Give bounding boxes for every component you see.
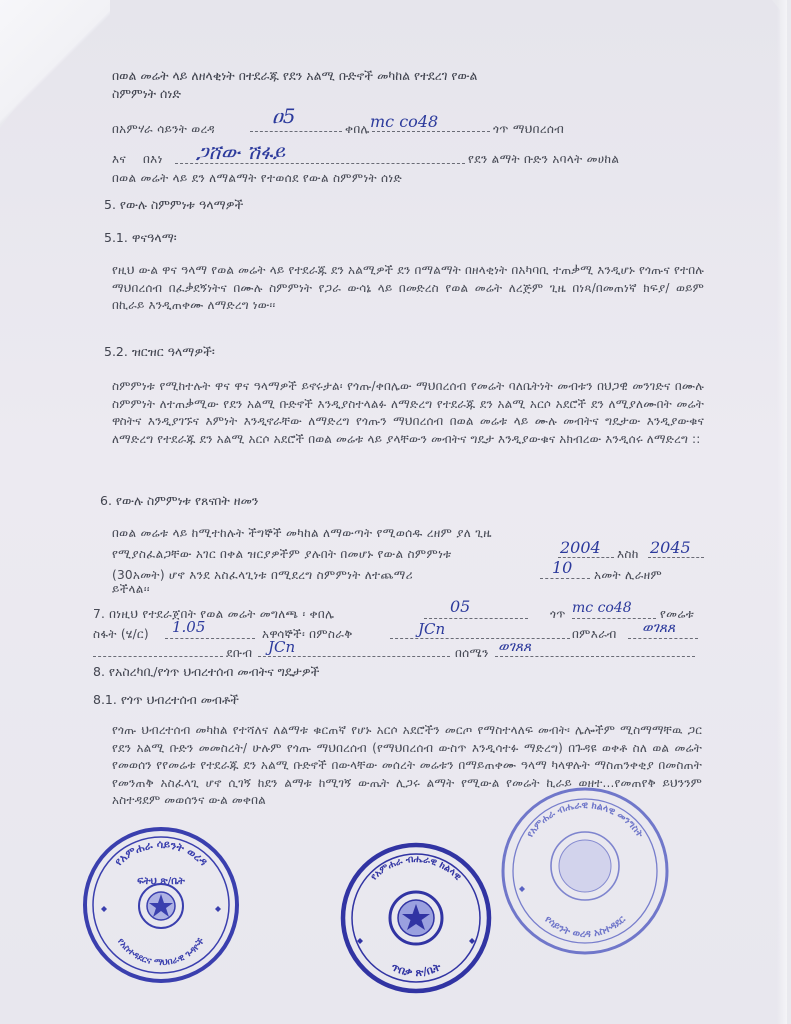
section-8-1-text: የጎጡ ህብረተሰብ መካከል የተሻለና ለልማቱ ቁርጠኛ የሆኑ አርሶ አደሮችን መርጦ የማስተላለፍ መብት፡ ሌሎችም ሚስማማቸዉ ጋር የደን አልሚ ቡድን መመስረት/ ሁሉም የጎጡ ማህበረሰብ (የማህበረሰብ ውስጥ እንዲሳተፉ ማድረግ) በጉዳዩ ወቀቶ ስለ ወል መሬት የመወሰን የየመሬቱ የተደራጁ ደን አልሚ ቡድኖች በውላቸው መሰረት መሬቱን በማይጠቀሙ ዓላማ ካላዋሉት ማስጠንቀቂያ በመስጠት የመንጠቅ አስፈላጊ ሆኖ ሲገኝ ከደን ልማቱ ከሚገኝ ውጤት ሊጋሩ ልማት የሚውል የመሬት ኪራይ ወዘተ...የመጠየቅ ይህንንም አስተዳደም መወሰንና ውል መቀበል [112,723,702,808]
until-label: እስከ [617,547,639,561]
s7-south-label: ደቡብ [226,646,253,660]
woreda-fill-line [250,131,342,132]
kebele-admin-stamp-graphic [500,786,670,956]
woreda-stamp-top-text: የአምሐራ ሳይንት ወረዳ [112,837,210,869]
section-5-2-heading: 5.2. ዝርዝር ዓላማዎች፡ [104,344,215,359]
s7-kebele-handwritten: 05 [450,597,471,616]
justice-office-stamp [340,842,492,994]
s7-south-lead-line [93,656,223,657]
s7-north-handwritten: ወገጸጸ [498,639,532,655]
s7-size-handwritten: 1.05 [172,618,206,636]
justice-office-stamp-graphic [340,842,492,994]
section-8-heading: 8. የአስረካቢ/የጎጥ ህብረተሰብ መብትና ግዴታዎች [93,664,320,679]
svg-text:የአምሐራ ብሔራዊ ክልላዊ መንግስት [525,800,646,840]
section-6-line-3: (30አመት) ሆኖ እንደ አስፈላጊነቱ በሚደረግ ስምምነት ለተጨማሪ [112,568,413,582]
between-label: በእነ [143,152,163,166]
s7-kebele-fill-line [424,618,528,619]
section-5-2-text: ስምምነቱ የሚከተሉት ዋና ዋና ዓላማዎች ይኖሩታል፡ የጎጡ/ቀበሌው ማህበረሰብ የመሬት ባለቤትነት መብቱን በህጋዊ መንገድና በሙሉ ስምምነት ለተጠቃሚው የደን አልሚ ቡድኖች እንዲያስተላልፉ ለማድረግ የተደራጁ ደን አልሚ አርሶ አደሮች ደን ለሚያለሙበት መሬት ዋስትና እንዲያገኙና እምነት እንዲኖራቸው ለማድረግ የጎጡን ማህበረሰብ በወል መሬቱ ላይ ሙሉ መብትና ግዴታው እንዲያውቁና ለማድረግ የተደራጁ ደን አልሚ አርሶ አደሮች በወል መሬቱ ላይ ያላቸውን መብትና ግዴታ እንዲያውቁና አክብረው እንዲሰሩ ለማድረግ :: [112,379,704,446]
group-members-label: የደን ልማት ቡድን አባላት መሀከል [468,152,620,166]
s7-east-handwritten: JCn [418,620,446,638]
s7-north-fill-line [495,656,695,657]
s7-got-handwritten: mc co48 [572,600,632,616]
until-year-handwritten: 2045 [650,538,691,557]
page-edge [777,0,787,1024]
until-fill-line [648,557,704,558]
svg-text:የአምሐራ ብሔራዊ ክልላዊ [369,854,464,883]
kebele-label: ቀበሌ [345,122,370,136]
woreda-office-stamp [82,826,240,984]
section-5-1-text: የዚህ ውል ዋና ዓላማ የወል መሬት ላይ የተደራጁ ደን አልሚዎች ደን በማልማት በዘላቂነት በአካባቢ ተጠቃሚ እንዲሆኑ የጎጡና የተበሉ ማህበረሰብ በፈቃደኝነትና በሙሉ ስምምነት የጋራ ውሳኔ ላይ በመድረስ የወል መሬት ለረጅም ጊዜ በነጻ/በመጠነኛ ክፍያ/ ወይም በኪራይ እንዲጠቀሙ ለማድረግ ነው፡፡ [112,263,704,313]
woreda-handwritten: ዐ5 [272,104,296,128]
s7-size-fill-line [165,638,255,639]
kebele-stamp-bottom-text: የሳይንት ወረዳ አስተዳደር [542,914,628,941]
section-8-1-heading: 8.1. የጎጥ ህብረተሰብ መብቶች [93,692,239,707]
from-year-handwritten: 2004 [560,538,601,557]
document-title: በወል መሬት ላይ ለዘላቂነት በተደራጁ የደን አልሚ ቡድኖች መካከል የተደረገ የውል [112,68,478,83]
years-fill-line [540,578,590,579]
section-6-line-3b: አመት ሊራዘም [594,568,663,582]
s7-south-fill-line [258,656,450,657]
s7-east-fill-line [390,638,570,639]
names-handwritten: ጋሸው ሽፋይ [196,140,285,164]
woreda-office-stamp-graphic [82,826,240,984]
woreda-stamp-bottom-text: የአስተዳደርና ማህበራዊ ጉዳዮች [115,936,207,969]
got-community-label: ጎጥ ማህበረሰብ [493,122,565,136]
kebele-stamp-top-text: የአምሐራ ብሔራዊ ክልላዊ መንግስት [524,799,646,840]
and-label: እና [112,152,127,166]
justice-stamp-top-text: የአምሐራ ብሔራዊ ክልላዊ [368,853,464,883]
kebele-handwritten: mc co48 [370,112,439,131]
section-5-heading: 5. የውሉ ስምምነቱ ዓላማዎች [104,197,244,212]
woreda-prefix: በአምሃራ ሳይንት ወረዳ [112,122,215,136]
svg-text:ጥበቃ ጽ/ቤት [389,960,443,979]
document-title-cont: ስምምነት ሰነድ [112,86,182,101]
s7-got-label: ጎጥ [550,607,566,621]
s7-north-label: በሰሜን [455,646,489,660]
s7-south-handwritten: JCn [268,638,296,656]
svg-text:የአስተዳደርና ማህበራዊ ጉዳዮች [115,936,207,968]
s7-west-fill-line [628,638,698,639]
section-7-label: 7. በነዚህ የተደራጀበት የወል መሬት መግለጫ ፡ ቀበሌ [93,607,335,621]
section-6-line-2: የሚያስፈልጋቸው አገር በቀል ዝርያዎችም ያሉበት በመሆኑ የውል ስምምነቱ [112,547,452,561]
section-6-line-4: ይችላል፡፡ [112,582,150,596]
s7-size-label: ስፋት (ሄ/ር) [93,627,149,641]
s7-west-handwritten: ወገጸጸ [642,620,676,636]
s7-west-label: በምእራብ [572,627,617,641]
justice-stamp-bottom-text: ጥበቃ ጽ/ቤት [389,960,443,980]
svg-text:የአምሐራ ሳይንት ወረዳ [112,838,210,869]
kebele-fill-line [372,131,490,132]
section-6-line-1: በወል መሬቱ ላይ ከሚተከሉት ችግኞች መካከል ለማውጣት የሚወሰዱ ረዘም ያለ ጊዜ [112,526,492,540]
s7-neighbors-label: አዋሳኞች፡ በምስራቅ [262,627,353,641]
kebele-admin-stamp [500,786,670,956]
woreda-stamp-mid-text: ፍትህ ጽ/ቤት [137,876,185,887]
folded-corner [0,0,110,140]
years-handwritten: 10 [552,558,573,577]
s7-area-label: የመሬቱ [660,607,695,621]
parties-line-3: በወል መሬት ላይ ደን ለማልማት የተወሰደ የውል ስምምነት ሰነድ [112,171,403,185]
section-5-1-heading: 5.1. ዋናዓላማ፡ [104,230,177,245]
s7-got-fill-line [572,618,656,619]
section-6-heading: 6. የውሉ ስምምነቱ የጸናበት ዘመን [100,493,259,508]
